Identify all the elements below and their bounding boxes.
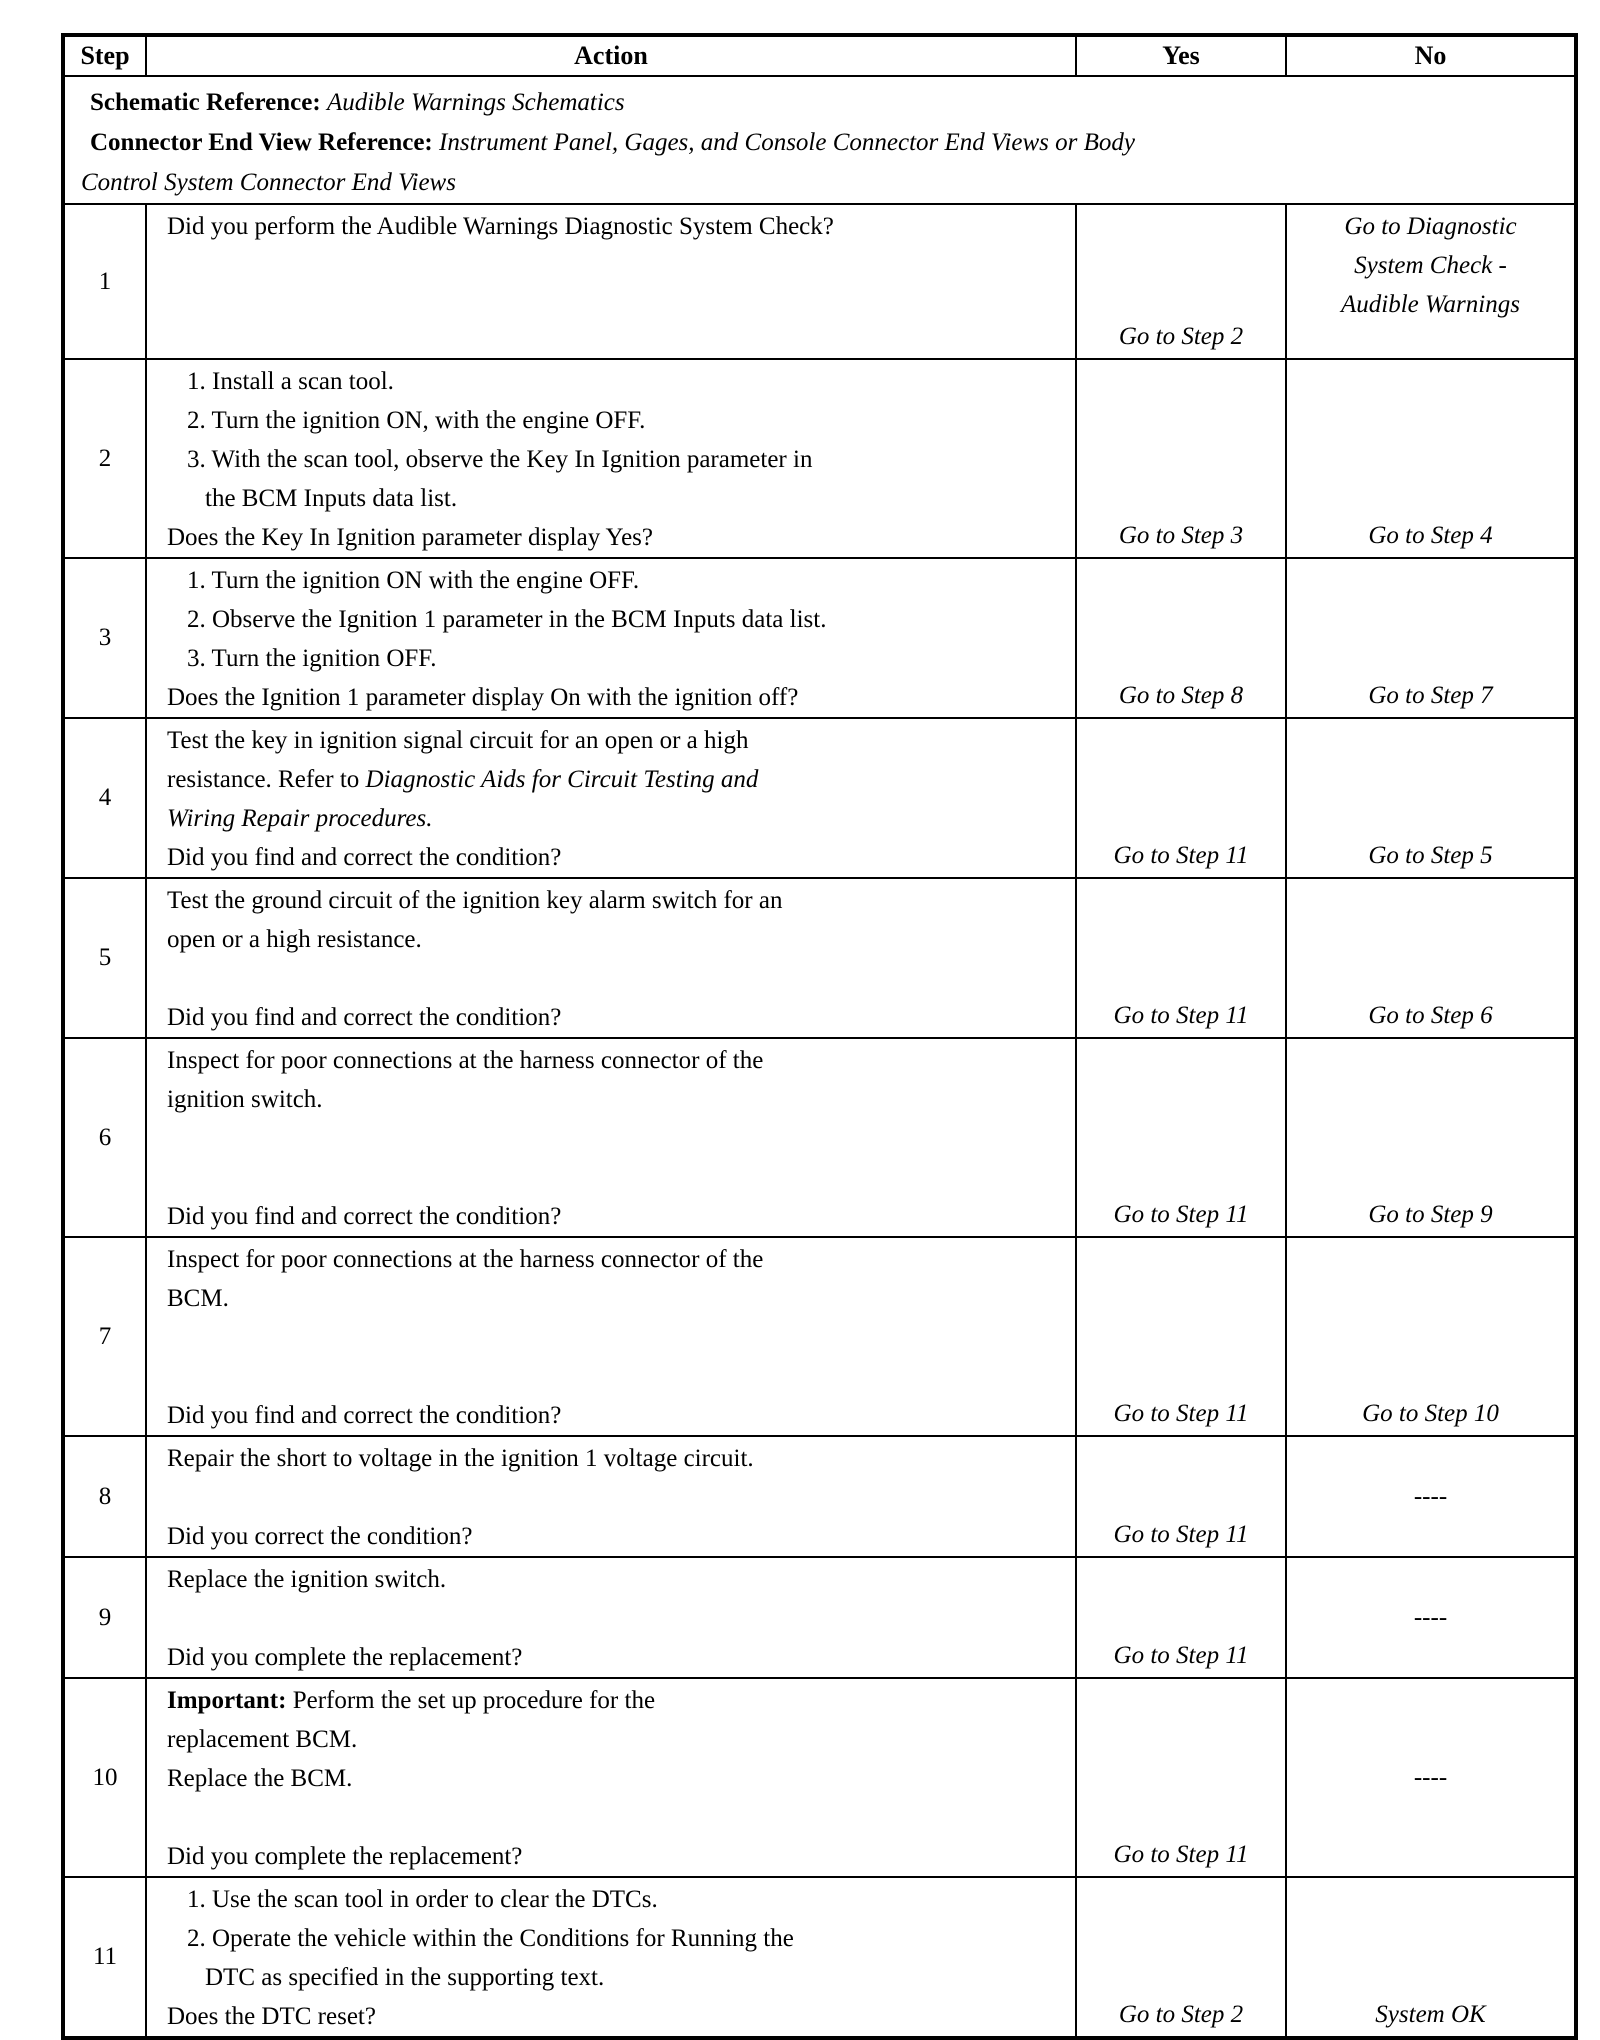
step-number: 11 [63,1877,146,2038]
header-no: No [1286,35,1576,76]
connector-ref-label: Connector End View Reference: [90,129,433,156]
important-label: Important: [167,1687,287,1714]
action-cell [146,204,1076,359]
action-cell [146,1436,1076,1557]
action-line: 1. Use the scan tool in order to clear the DTCs. [187,1886,658,1913]
yes-result: Go to Step 11 [1076,1678,1286,1877]
action-question: Does the Key In Ignition parameter display Yes? [167,524,653,551]
step-number: 4 [63,718,146,878]
action-question: Does the DTC reset? [167,2003,376,2030]
yes-result: Go to Step 2 [1076,1877,1286,2038]
no-result: Go to Step 9 [1286,1038,1576,1237]
table-row [63,878,1576,1038]
no-result: ---- [1286,1436,1576,1557]
table-row [63,558,1576,718]
table-row [63,1237,1576,1436]
step-number: 2 [63,359,146,558]
action-cell [146,878,1076,1038]
yes-result: Go to Step 11 [1076,1557,1286,1678]
header-step: Step [63,35,146,76]
action-question: Did you complete the replacement? [167,1843,523,1870]
schematic-ref-value: Audible Warnings Schematics [326,89,625,116]
action-line: 2. Operate the vehicle within the Conditions for Running the [187,1925,794,1952]
no-result-line: Go to Diagnostic [1344,213,1517,240]
table-row [63,718,1576,878]
diagnostic-table [61,33,1578,2040]
yes-result: Go to Step 8 [1076,558,1286,718]
step-number: 6 [63,1038,146,1237]
action-line: Test the key in ignition signal circuit for an open or a high [167,727,749,754]
action-cell [146,1557,1076,1678]
reference-row [63,76,1576,204]
action-line: 3. With the scan tool, observe the Key In Ignition parameter in [187,446,813,473]
action-question: Did you find and correct the condition? [167,1004,562,1031]
action-line: Perform the set up procedure for the [292,1687,656,1714]
no-result [1286,204,1576,359]
action-question: Does the Ignition 1 parameter display On with the ignition off? [167,684,799,711]
header-action: Action [146,35,1076,76]
connector-ref-value-2a: Body [1083,129,1136,156]
no-result: System OK [1286,1877,1576,2038]
no-result-line: Audible Warnings [1341,291,1520,318]
step-number: 10 [63,1678,146,1877]
connector-ref-value-2b: Control System Connector End Views [81,169,456,196]
yes-result: Go to Step 2 [1076,204,1286,359]
yes-result: Go to Step 11 [1076,718,1286,878]
action-cell [146,558,1076,718]
no-result-line: System Check - [1354,252,1507,279]
step-number: 9 [63,1557,146,1678]
action-line: 1. Turn the ignition ON with the engine OFF. [187,567,640,594]
header-yes: Yes [1076,35,1286,76]
action-cell [146,1237,1076,1436]
action-line: Inspect for poor connections at the harness connector of the [167,1246,764,1273]
action-cell [146,1678,1076,1877]
reference-link: Wiring Repair procedures. [167,805,433,832]
connector-ref-value-1: Instrument Panel, Gages, and Console Connector End Views [439,129,1049,156]
action-line: Inspect for poor connections at the harness connector of the [167,1047,764,1074]
schematic-ref-label: Schematic Reference: [90,89,321,116]
action-line: open or a high resistance. [167,926,422,953]
table-row [63,1678,1576,1877]
connector-ref-or: or [1055,129,1078,156]
action-line: BCM. [167,1285,229,1312]
reference-link: Diagnostic Aids for Circuit Testing and [365,766,759,793]
action-cell [146,1038,1076,1237]
action-question: Did you find and correct the condition? [167,1402,562,1429]
reference-cell [63,76,1576,204]
yes-result: Go to Step 11 [1076,1237,1286,1436]
no-result: Go to Step 7 [1286,558,1576,718]
action-question: Did you complete the replacement? [167,1644,523,1671]
action-question: Did you find and correct the condition? [167,1203,562,1230]
action-line: 2. Observe the Ignition 1 parameter in the BCM Inputs data list. [187,606,827,633]
table-row [63,359,1576,558]
table-row [63,1038,1576,1237]
table-row [63,1557,1576,1678]
action-line: Replace the BCM. [167,1765,353,1792]
action-line: replacement BCM. [167,1726,358,1753]
step-number: 1 [63,204,146,359]
action-line: 1. Install a scan tool. [187,368,394,395]
action-line: Replace the ignition switch. [167,1566,447,1593]
step-number: 3 [63,558,146,718]
action-line: DTC as specified in the supporting text. [205,1964,605,1991]
action-line: ignition switch. [167,1086,323,1113]
yes-result: Go to Step 11 [1076,1436,1286,1557]
table-row [63,204,1576,359]
action-cell [146,1877,1076,2038]
step-number: 8 [63,1436,146,1557]
table-row [63,1877,1576,2038]
no-result: ---- [1286,1678,1576,1877]
action-line: Test the ground circuit of the ignition key alarm switch for an [167,887,783,914]
no-result: Go to Step 4 [1286,359,1576,558]
no-result: Go to Step 5 [1286,718,1576,878]
yes-result: Go to Step 11 [1076,1038,1286,1237]
no-result: Go to Step 6 [1286,878,1576,1038]
header-row [63,35,1576,76]
action-line: Did you perform the Audible Warnings Diagnostic System Check? [167,213,834,240]
table-row [63,1436,1576,1557]
action-line: 3. Turn the ignition OFF. [187,645,437,672]
action-question: Did you correct the condition? [167,1523,473,1550]
action-question: Did you find and correct the condition? [167,844,562,871]
action-cell [146,359,1076,558]
action-line: resistance. Refer to [167,766,360,793]
step-number: 7 [63,1237,146,1436]
action-line: 2. Turn the ignition ON, with the engine OFF. [187,407,646,434]
yes-result: Go to Step 3 [1076,359,1286,558]
no-result: Go to Step 10 [1286,1237,1576,1436]
action-cell [146,718,1076,878]
action-line: Repair the short to voltage in the ignition 1 voltage circuit. [167,1445,754,1472]
yes-result: Go to Step 11 [1076,878,1286,1038]
action-line: the BCM Inputs data list. [205,485,458,512]
no-result: ---- [1286,1557,1576,1678]
step-number: 5 [63,878,146,1038]
